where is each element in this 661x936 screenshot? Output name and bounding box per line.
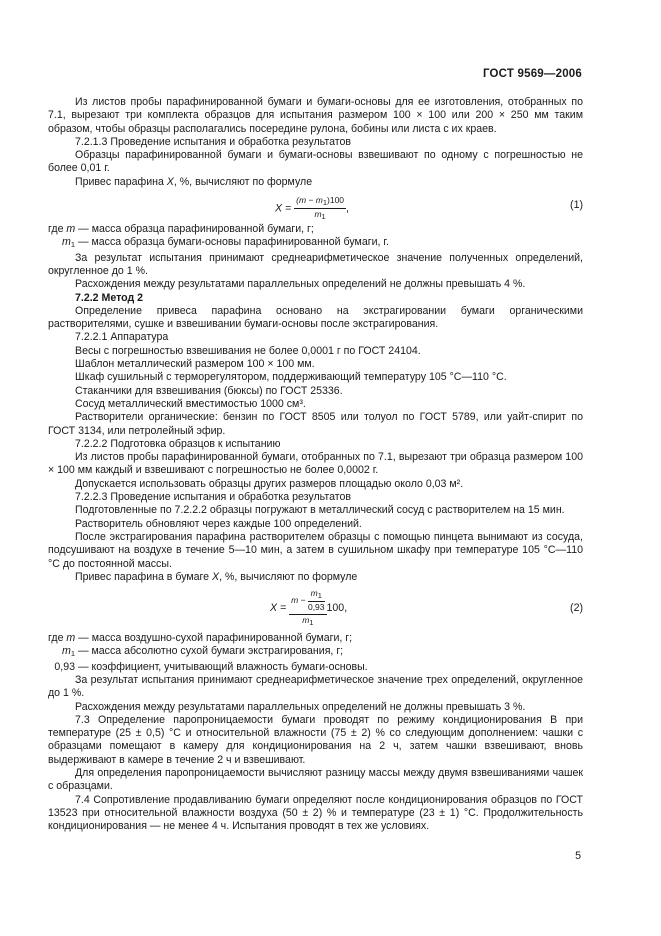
paragraph: 7.4 Сопротивление продавливанию бумаги определяют после кондиционирования образцов по ГОСТ 13523 при относительной влажности воздуха (50 ± 2) % и температуре (23 ± 1) °С. Продолжительность кондиционирования — не менее 4 ч. Испытания проводят в тех же условиях. [48,793,583,833]
list-item: Шкаф сушильный с терморегулятором, поддерживающий температуру 105 °С—110 °С. [75,371,507,384]
definition: где m — масса образца парафинированной бумаги, г; [48,223,314,236]
formula-number: (2) [570,602,583,615]
document-header: ГОСТ 9569—2006 [482,68,582,80]
definition: $m_1$ — масса абсолютно сухой бумаги экстрагирования, г; [62,645,344,659]
paragraph: Расхождения между результатами параллельных определений не должны превышать 4 %. [75,278,526,291]
page-number: 5 [575,850,581,862]
definition: $m_1$ — масса образца бумаги-основы парафинированной бумаги, г. [62,236,389,250]
paragraph: 7.3 Определение паропроницаемости бумаги проводят по режиму кондиционирования В при температуре (25 ± 0,5) °С и относительной влажности (75 ± 2) % со следующим дополнением: чашки с образцами помещают в камеру для кондиционирования на 2 ч, затем чашки взвешивают, вновь выдерживают в камере в течение 2 ч и взвешивают. [48,713,583,766]
list-item: Растворители органические: бензин по ГОСТ 8505 или толуол по ГОСТ 5789, или уайт-спирит по ГОСТ 3134, или петролейный эфир. [48,411,583,437]
list-item: Шаблон металлический размером 100 × 100 мм. [75,358,315,371]
subsection-heading: 7.2.1.3 Проведение испытания и обработка результатов [75,135,351,148]
paragraph: Допускается использовать образцы других размеров площадью около 0,03 м². [75,477,464,490]
document-body [48,96,583,834]
paragraph: Подготовленные по 7.2.2.2 образцы погружают в металлический сосуд с растворителем на 15 мин. [75,504,565,517]
paragraph: Образцы парафинированной бумаги и бумаги-основы взвешивают по одному с погрешностью не более 0,01 г. [48,149,583,175]
paragraph: За результат испытания принимают среднеарифметическое значение трех определений, округленное до 1 %. [48,673,583,700]
list-item: Сосуд металлический вместимостью 1000 см³. [75,397,306,410]
section-heading: 7.2.2 Метод 2 [75,291,144,304]
list-item: Весы с погрешностью взвешивания не более 0,0001 г по ГОСТ 24104. [75,344,421,357]
paragraph: Из листов пробы парафинированной бумаги и бумаги-основы для ее изготовления, отобранных по 7.1, вырезают три комплекта образцов для испытания размером 100 × 100 или 200 × 250 мм таким образом, чтобы образцы располагались посередине рулона, бобины или листа с их краев. [48,96,583,135]
subsection-heading: 7.2.2.3 Проведение испытания и обработка результатов [75,491,351,504]
formula-1: X = $\frac{(m - m1)100}{m1}$ , (1) [275,195,583,222]
definition: 0,93 — коэффициент, учитывающий влажность бумаги-основы. [54,660,368,673]
paragraph: После экстрагирования парафина растворителем образцы с помощью пинцета вынимают из сосуда, подсушивают на воздухе в течение 5—10 мин, а затем в сушильном шкафу при температуре 105 °С—110 °С до постоянной массы. [48,530,583,570]
subsection-heading: 7.2.2.1 Аппаратура [75,331,169,344]
formula-number: (1) [570,199,583,212]
paragraph: За результат испытания принимают среднеарифметическое значение полученных определений, округленное до 1 %. [48,251,583,277]
formula-2: X = m − $\frac{m1}{0,93}$ m1 100, (2) [270,588,583,628]
paragraph: Из листов пробы парафинированной бумаги, отобранных по 7.1, вырезают три образца размером 100 × 100 мм каждый и взвешивают с погрешностью не более 0,0002 г. [48,451,583,477]
paragraph: Расхождения между результатами параллельных определений не должны превышать 3 %. [75,700,526,713]
paragraph: Привес парафина в бумаге X, %, вычисляют по формуле [75,570,358,583]
paragraph: Для определения паропроницаемости вычисляют разницу массы между двумя взвешиваниями чашек с образцами. [48,767,583,793]
paragraph: Привес парафина X, %, вычисляют по формуле [75,175,313,188]
paragraph: Растворитель обновляют через каждые 100 определений. [75,517,362,530]
paragraph: Определение привеса парафина основано на экстрагировании бумаги органическими растворителями, сушке и взвешивании бумаги-основы после экстрагирования. [48,304,583,331]
list-item: Стаканчики для взвешивания (бюксы) по ГОСТ 25336. [75,384,343,397]
subsection-heading: 7.2.2.2 Подготовка образцов к испытанию [75,437,281,450]
definition: где m — масса воздушно-сухой парафинированной бумаги, г; [48,632,353,645]
